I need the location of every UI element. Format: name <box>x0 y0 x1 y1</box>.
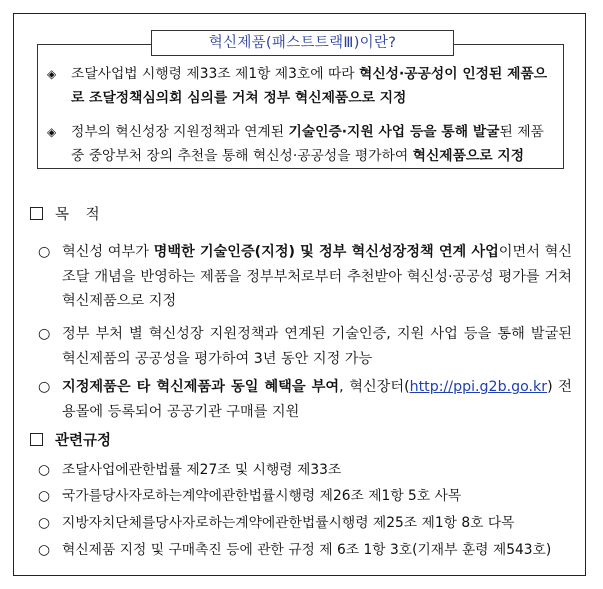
definition-title: 혁신제품(패스트트랙Ⅲ)이란? <box>151 30 454 56</box>
circle-bullet-icon: ○ <box>38 462 51 478</box>
circle-bullet-icon: ○ <box>38 379 51 395</box>
square-bullet-icon <box>30 433 43 446</box>
circle-bullet-icon: ○ <box>38 515 51 531</box>
section-heading-purpose: 목 적 <box>30 204 106 226</box>
square-bullet-icon <box>30 207 43 220</box>
section-heading-regulations: 관련규정 <box>30 430 111 452</box>
purpose-bullet: ○ 혁신성 여부가 명백한 기술인증(지정) 및 정부 혁신성장정책 연계 사업이면서 혁신조달 개념을 반영하는 제품을 정부부처로부터 추천받아 혁신성·공공성 평가를 거쳐 혁신제품으로 지정 <box>38 240 572 314</box>
definition-item <box>47 62 557 110</box>
circle-bullet-icon: ○ <box>38 244 51 260</box>
definition-text: 조달사업법 시행령 제33조 제1항 제3호에 따라 혁신성·공공성이 인정된 제품으로 조달정책심의회 심의를 거쳐 정부 혁신제품으로 지정 <box>71 66 548 106</box>
diamond-bullet-icon: ◈ <box>47 125 57 139</box>
circle-bullet-icon: ○ <box>38 542 51 558</box>
diamond-bullet-icon: ◈ <box>47 67 57 81</box>
definition-text: 정부의 혁신성장 지원정책과 연계된 기술인증·지원 사업 등을 통해 발굴된 제품 중 중앙부처 장의 추천을 통해 혁신성·공공성을 평가하여 혁신제품으로 지정 <box>71 124 544 164</box>
purpose-bullet: ○ 지정제품은 타 혁신제품과 동일 혜택을 부여, 혁신장터(http://ppi.g2b.go.kr) 전용몰에 등록되어 공공기관 구매를 지원 <box>38 375 572 425</box>
purpose-bullet: ○ 정부 부처 별 혁신성장 지원정책과 연계된 기술인증, 지원 사업 등을 통해 발굴된 혁신제품의 공공성을 평가하여 3년 동안 지정 가능 <box>38 322 572 372</box>
circle-bullet-icon: ○ <box>38 326 51 342</box>
innovation-market-link[interactable]: http://ppi.g2b.go.kr <box>409 379 548 395</box>
circle-bullet-icon: ○ <box>38 488 51 504</box>
definition-item <box>47 120 557 168</box>
